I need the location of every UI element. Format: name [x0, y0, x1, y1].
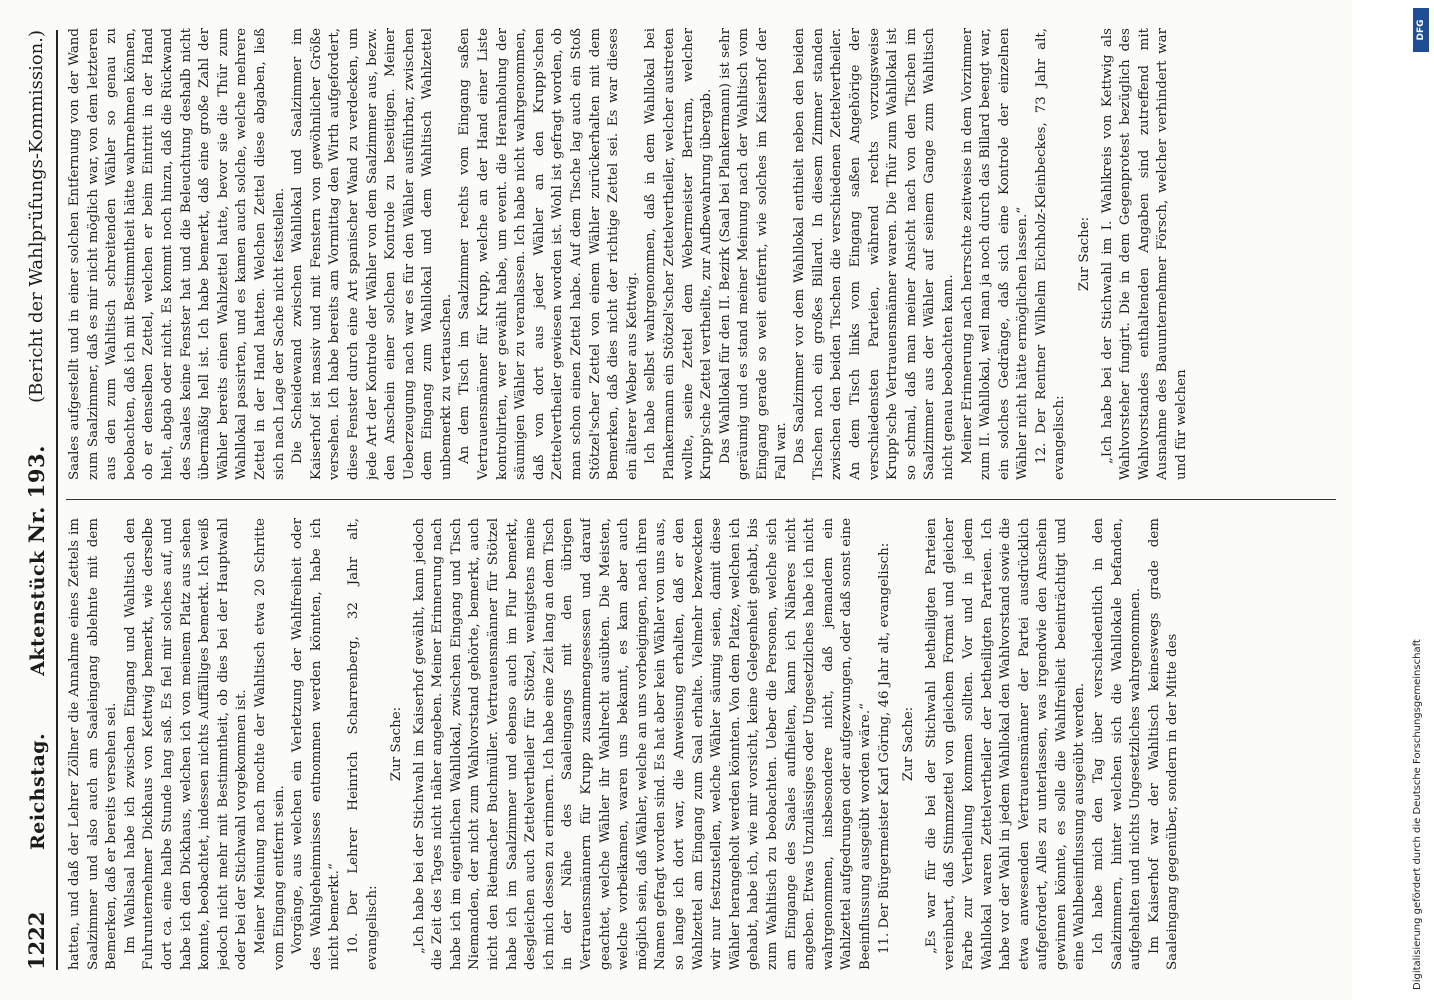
witness-heading: 11. Der Bürgermeister Karl Göring, 46 Jahr alt, evangelisch: — [876, 542, 892, 954]
paragraph: Das Saalzimmer vor dem Wahllokal enthielt neben den beiden Tischen noch ein großes Billard. In diesem Zimmer standen zwischen den beiden Tischen die verschiedenen Zettelvertheiler. An dem Tisch links vom Eingang saßen Angehörige der verschiedensten Parteien, während rechts vorzugsweise Krupp'sche Vertrauensmänner waren. Die Thür zum Wahllokal ist so schmal, daß man meiner Ansicht nach von den Tischen im Saalzimmer aus der Wähler auf seinem Gange zum Wahltisch nicht genau beobachten kann. — [792, 28, 956, 480]
paragraph: hatten, und daß der Lehrer Zöllner die Annahme eines Zettels im Saalzimmer und also auch am Saaleingang ablehnte mit dem Bemerken, daß er bereits versehen sei. — [67, 518, 120, 970]
paragraph: Im Wahlsaal habe ich zwischen Eingang und Wahltisch den Fuhrunternehmer Dickhaus von Kettwig bemerkt, wie derselbe dort ca. eine halbe Stunde lang saß. Es fiel mir solches auf, und habe ich den Dickhaus, welchen ich von meinem Platz aus sehen konnte, beobachtet, indessen nichts Auffälliges bemerkt. Ich weiß jedoch nicht mehr mit Bestimmtheit, ob dies bei der Hauptwahl oder bei der Stichwahl vorgekommen ist. — [122, 518, 250, 970]
paragraph: Meiner Meinung nach mochte der Wahltisch etwa 20 Schritte vom Eingang entfernt sein. — [252, 518, 287, 970]
paragraph: An dem Tisch im Saalzimmer rechts vom Eingang saßen Vertrauensmänner für Krupp, welche an der Hand einer Liste kontrolirten, wer gewählt habe, um event. die Heranholung der säumigen Wähler zu veranlassen. Ich habe nicht wahrgenommen, daß von dort aus jeder Wähler an den Krupp'schen Zettelvertheiler gewiesen worden ist. Wohl ist gefragt worden, ob man schon einen Zettel habe. Auf dem Tische lag auch ein Stoß Stötzel'scher Zettel von einem Wähler zurückerhalten mit dem Bemerken, daß dies nicht der richtige Zettel sei. Es war dieses ein älterer Weber aus Kettwig. — [457, 28, 640, 480]
section-title: Zur Sache: — [901, 706, 917, 782]
dfg-logo — [1413, 8, 1429, 52]
paragraph: Ich habe selbst wahrgenommen, daß in dem Wahllokal bei Plankermann ein Stötzel'scher Zettelvertheiler, welcher austreten wollte, seine Zettel dem Webermeister Bertram, welcher Krupp'sche Zettel vertheilte, zur Aufbewahrung übergab. — [643, 28, 715, 480]
paragraph: Saales aufgestellt und in einer solchen Entfernung von der Wand zum Saalzimmer, daß es mir nicht möglich war, von dem letzteren aus den zum Wahltisch schreitenden Wähler so genau zu beobachten, daß ich mit Bestimmtheit hätte wahrnehmen können, ob er denselben Zettel, welchen er beim Eintritt in der Hand hielt, abgab oder nicht. Es kommt noch hinzu, daß die Rückwand des Saales keine Fenster hat und die Beleuchtung deshalb nicht übermäßig hell ist. Ich habe bemerkt, daß eine große Zahl der Wähler bereits einen Wahlzettel hatte, bevor sie die Thür zum Wahllokal passirten, und es kamen auch solche, welche mehrere Zettel in der Hand hatten. Welchen Zettel diese abgaben, ließ sich nach Lage der Sache nicht feststellen. — [67, 28, 287, 480]
credit-text: Digitalisierung gefördert durch die Deutsche Forschungsgemeinschaft — [1412, 639, 1423, 990]
paragraph: Vorgänge, aus welchen ein Verletzung der Wahlfreiheit oder des Wahlgeheimnisses entnommen werden könnten, habe ich nicht bemerkt.“ — [290, 518, 343, 970]
paragraph: Meiner Erinnerung nach herrschte zeitweise in dem Vorzimmer zum II. Wahllokal, weil man ja noch durch das Billard beengt war, ein solches Gedränge, daß sich eine Kontrole der einzelnen Wähler nicht hätte ermöglichen lassen.“ — [959, 28, 1031, 480]
column-divider — [66, 499, 1336, 500]
paragraph: Die Scheidewand zwischen Wahllokal und Saalzimmer im Kaiserhof ist massiv und mit Fenstern von gewöhnlicher Größe versehen. Ich habe bereits am Vormittag den Wirth aufgefordert, diese Fenster durch eine Art spanischer Wand zu verdecken, um jede Art der Kontrole der Wähler von dem Saalzimmer aus, bezw. den Anschein einer solchen Kontrole zu beseitigen. Meiner Ueberzeugung nach war es für den Wähler ausführbar, zwischen dem Eingang zum Wahllokal und dem Wahltisch Wahlzettel unbemerkt zu vertauschen. — [290, 28, 454, 480]
paragraph: „Ich habe bei der Stichwahl im Kaiserhof gewählt, kann jedoch die Zeit des Tages nicht näher angeben. Meiner Erinnerung nach habe ich im eigentlichen Wahllokal, zwischen Eingang und Tisch Niemanden, der nicht zum Wahlvorstand gehörte, bemerkt, auch nicht den Rietmacher Buchmüller. Vertrauensmänner für Stötzel habe ich im Saalzimmer und ebenso auch im Flur bemerkt, desgleichen auch Zettelvertheiler für Stötzel, wenigstens meine ich mich dessen zu erinnern. Ich habe eine Zeit lang an dem Tisch in der Nähe des Saaleingangs mit den übrigen Vertrauensmännern für Krupp zusammengesessen und darauf geachtet, welche Wähler ihr Wahlrecht ausübten. Die Meisten, welche vorbeikamen, waren uns bekannt, es kam aber auch möglich sein, daß Wähler, welche an uns vorbeigingen, nach ihren Namen gefragt worden sind. Es hat aber kein Wähler von uns aus, so lange ich dort war, die Anweisung erhalten, daß er den Wahlzettel am Eingang zum Saal erhalte. Vielmehr bezweckten wir nur festzustellen, welche Wähler säumig seien, damit diese Wähler herangeholt werden könnten. Von dem Platze, welchen ich gehabt, habe ich, wie mir vorsicht, keine Gelegenheit gehabt, bis zum Wahltisch zu beobachten. Ueber die Personen, welche sich am Eingange des Saales aufhielten, kann ich Näheres nicht angeben. Etwas Unzulässiges oder Ungesetzliches habe ich nicht wahrgenommen, insbesondere nicht, daß jemandem ein Wahlzettel aufgedrungen oder aufgezwungen, oder daß sonst eine Beeinflussung ausgeübt worden wäre.“ — [411, 518, 873, 970]
left-column — [66, 518, 1336, 970]
paragraph: Das Wahllokal für den II. Bezirk (Saal bei Plankermann) ist sehr geräumig und es stand meiner Meinung nach der Wahltisch vom Eingang gerade so weit entfernt, wie solches im Kaiserhof der Fall war. — [717, 28, 789, 480]
document-label: Aktenstück — [27, 550, 49, 676]
header-center — [22, 445, 53, 850]
digitization-credit — [1408, 10, 1428, 990]
witness-heading: 12. Der Rentner Wilhelm Eichholz-Kleinbeckes, 73 Jahr alt, evangelisch: — [1033, 28, 1068, 480]
header-rule — [56, 30, 58, 970]
page-number: 1222 — [24, 911, 49, 970]
document-number: Nr. 193. — [24, 445, 49, 544]
right-column — [66, 28, 1336, 480]
section-title: Zur Sache: — [389, 706, 405, 782]
page-header — [22, 30, 52, 970]
paragraph: „Es war für die bei der Stichwahl betheiligten Parteien vereinbart, daß Stimmzettel von gleichem Format und gleicher Farbe zur Vertheilung kommen sollten. Vor und in jedem Wahllokal waren Zettelvertheiler der betheiligten Parteien. Ich habe vor der Wahl in jedem Wahllokal den Wahlvorstand sowie die etwa anwesenden Vertrauensmänner der Partei ausdrücklich aufgefordert, Alles zu unterlassen, was irgendwie den Anschein gewinnen könnte, es solle die Wahlfreiheit beeinträchtigt und eine Wahlbeeinflussung ausgeübt werden. — [923, 518, 1088, 970]
section-title: Zur Sache: — [1077, 216, 1093, 292]
publication-name: Reichstag. — [27, 732, 49, 850]
paragraph: Ich habe mich den Tag über verschiedentlich in den Saalzimmern, hinter welchen sich die Wahllokale befanden, aufgehalten und nichts Ungesetzliches wahrgenommen. — [1091, 518, 1144, 970]
witness-heading: 10. Der Lehrer Heinrich Scharrenberg, 32 Jahr alt, evangelisch: — [345, 518, 380, 970]
commission-title: (Bericht der Wahlprüfungs-Kommission.) — [26, 30, 47, 403]
paragraph: Im Kaiserhof war der Wahltisch keineswegs grade dem Saaleingang gegenüber, sondern in der Mitte des — [1146, 518, 1181, 970]
paragraph: „Ich habe bei der Stichwahl im I. Wahlkreis von Kettwig als Wahlvorsteher fungirt. Die in dem Gegenprotest bezüglich des Wahlvorstandes enthaltenden Angaben sind zutreffend mit Ausnahme des Bauunternehmer Försch, welcher verhindert war und für welchen — [1099, 28, 1190, 480]
dfg-logo-text: DFG — [1416, 19, 1426, 41]
